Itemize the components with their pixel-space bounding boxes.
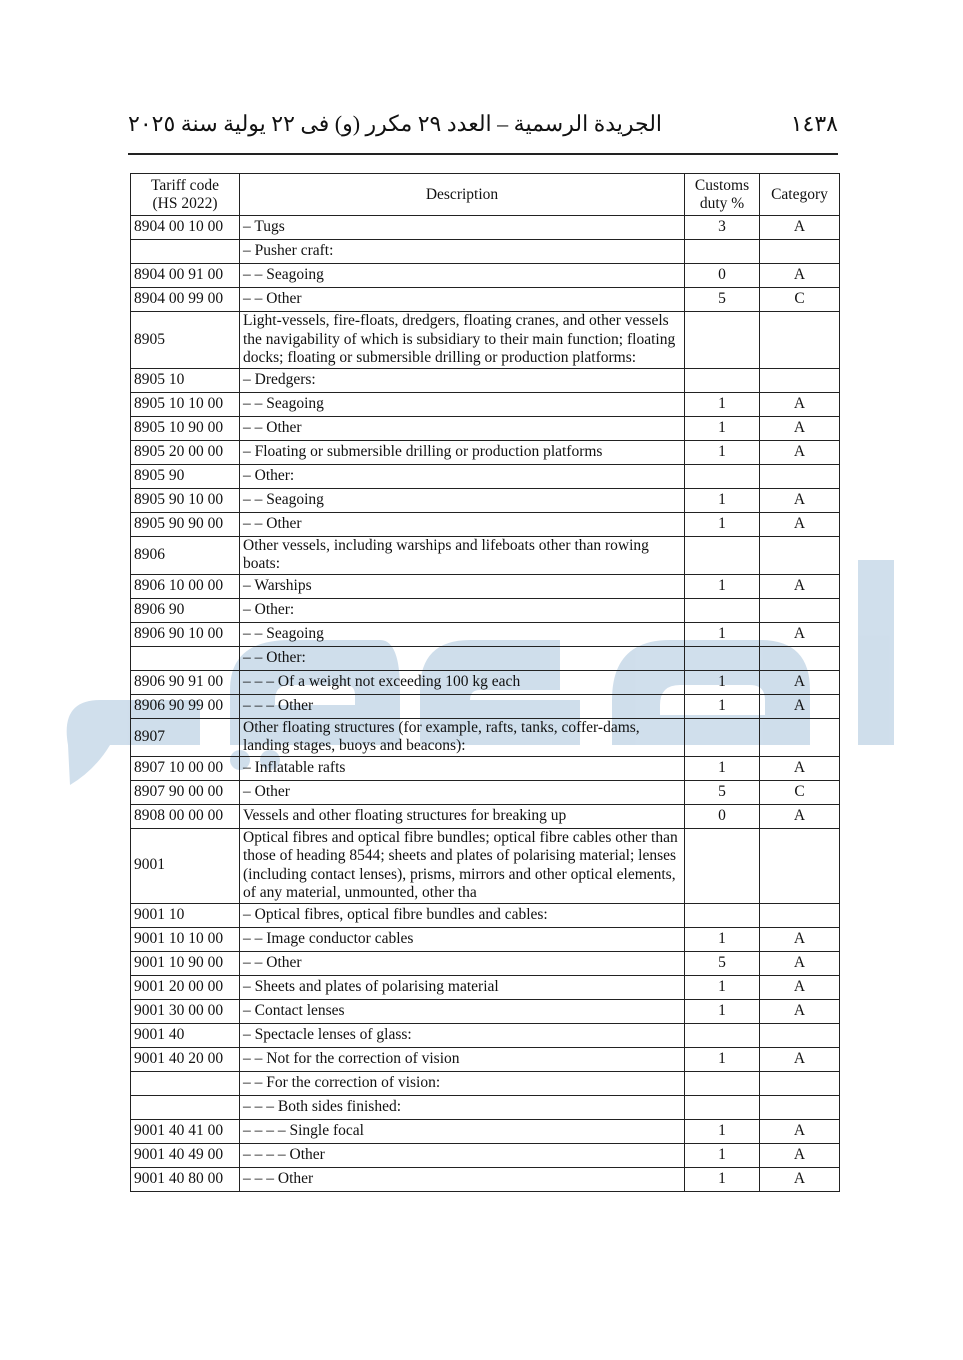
description-cell: – Spectacle lenses of glass: bbox=[240, 1023, 685, 1047]
duty-cell: 1 bbox=[685, 512, 760, 536]
tariff-code-cell: 8905 90 90 00 bbox=[131, 512, 240, 536]
table-row bbox=[131, 903, 840, 927]
description-cell: – – – Both sides finished: bbox=[240, 1095, 685, 1119]
description-cell: – – Seagoing bbox=[240, 622, 685, 646]
category-cell: A bbox=[760, 216, 840, 240]
tariff-code-cell: 8906 90 91 00 bbox=[131, 670, 240, 694]
tariff-code-cell: 8905 20 00 00 bbox=[131, 440, 240, 464]
duty-cell: 0 bbox=[685, 264, 760, 288]
tariff-code-cell: 9001 bbox=[131, 828, 240, 903]
description-cell: – – Other bbox=[240, 288, 685, 312]
description-cell: – – Image conductor cables bbox=[240, 927, 685, 951]
category-cell bbox=[760, 1023, 840, 1047]
duty-cell: 1 bbox=[685, 392, 760, 416]
table-row bbox=[131, 416, 840, 440]
category-cell: A bbox=[760, 670, 840, 694]
tariff-code-cell: 8905 10 bbox=[131, 368, 240, 392]
category-cell: A bbox=[760, 694, 840, 718]
tariff-code-cell: 9001 10 10 00 bbox=[131, 927, 240, 951]
category-cell bbox=[760, 536, 840, 574]
table-row bbox=[131, 828, 840, 903]
table-row bbox=[131, 646, 840, 670]
category-cell: A bbox=[760, 927, 840, 951]
tariff-code-cell: 8906 bbox=[131, 536, 240, 574]
duty-cell: 1 bbox=[685, 1119, 760, 1143]
table-row bbox=[131, 975, 840, 999]
duty-cell: 1 bbox=[685, 1167, 760, 1191]
tariff-code-cell: 9001 20 00 00 bbox=[131, 975, 240, 999]
duty-cell: 1 bbox=[685, 694, 760, 718]
duty-cell bbox=[685, 536, 760, 574]
table-row bbox=[131, 464, 840, 488]
duty-cell: 1 bbox=[685, 756, 760, 780]
duty-cell bbox=[685, 1095, 760, 1119]
table-row bbox=[131, 1095, 840, 1119]
tariff-code-cell: 8905 10 90 00 bbox=[131, 416, 240, 440]
category-cell: A bbox=[760, 1047, 840, 1071]
tariff-code-cell: 8907 bbox=[131, 718, 240, 756]
description-cell: – Warships bbox=[240, 574, 685, 598]
duty-cell: 3 bbox=[685, 216, 760, 240]
table-row bbox=[131, 1071, 840, 1095]
description-cell: – – Other bbox=[240, 416, 685, 440]
category-cell: A bbox=[760, 756, 840, 780]
duty-cell: 1 bbox=[685, 670, 760, 694]
category-cell: A bbox=[760, 440, 840, 464]
table-row bbox=[131, 951, 840, 975]
category-cell: A bbox=[760, 392, 840, 416]
description-cell: – – – – Other bbox=[240, 1143, 685, 1167]
table-row bbox=[131, 1023, 840, 1047]
category-cell: A bbox=[760, 488, 840, 512]
duty-cell: 1 bbox=[685, 1143, 760, 1167]
duty-cell: 1 bbox=[685, 488, 760, 512]
duty-cell: 5 bbox=[685, 288, 760, 312]
tariff-code-cell: 8906 90 10 00 bbox=[131, 622, 240, 646]
table-row bbox=[131, 756, 840, 780]
tariff-code-cell: 8905 90 10 00 bbox=[131, 488, 240, 512]
category-cell: A bbox=[760, 1167, 840, 1191]
category-cell: A bbox=[760, 574, 840, 598]
tariff-code-cell: 8907 10 00 00 bbox=[131, 756, 240, 780]
category-cell bbox=[760, 368, 840, 392]
duty-cell bbox=[685, 828, 760, 903]
table-row bbox=[131, 1119, 840, 1143]
table-row bbox=[131, 536, 840, 574]
category-cell: A bbox=[760, 951, 840, 975]
tariff-code-cell bbox=[131, 1095, 240, 1119]
gazette-title: الجريدة الرسمية – العدد ٢٩ مكرر (و) فى ٢٢ يولية سنة ٢٠٢٥ bbox=[128, 111, 663, 136]
duty-cell: 1 bbox=[685, 416, 760, 440]
tariff-code-cell: 8905 10 10 00 bbox=[131, 392, 240, 416]
duty-cell: 1 bbox=[685, 927, 760, 951]
category-cell: C bbox=[760, 780, 840, 804]
category-cell bbox=[760, 1095, 840, 1119]
category-cell bbox=[760, 903, 840, 927]
category-cell: A bbox=[760, 975, 840, 999]
table-body bbox=[131, 216, 840, 1192]
duty-cell bbox=[685, 1023, 760, 1047]
tariff-code-cell: 9001 40 41 00 bbox=[131, 1119, 240, 1143]
description-cell: – – – Other bbox=[240, 694, 685, 718]
description-cell: – – Other bbox=[240, 951, 685, 975]
duty-cell: 1 bbox=[685, 622, 760, 646]
table-row bbox=[131, 440, 840, 464]
header-customs-duty: Customs duty % bbox=[685, 174, 760, 216]
table-row bbox=[131, 804, 840, 828]
description-cell: – – Seagoing bbox=[240, 488, 685, 512]
description-cell: – Dredgers: bbox=[240, 368, 685, 392]
tariff-code-cell bbox=[131, 1071, 240, 1095]
table-row bbox=[131, 264, 840, 288]
tariff-code-cell: 9001 10 90 00 bbox=[131, 951, 240, 975]
description-cell: – Other: bbox=[240, 598, 685, 622]
table-row bbox=[131, 240, 840, 264]
category-cell: C bbox=[760, 288, 840, 312]
description-cell: Vessels and other floating structures for breaking up bbox=[240, 804, 685, 828]
description-cell: Other floating structures (for example, rafts, tanks, coffer-dams, landing stages, buoys and beacons): bbox=[240, 718, 685, 756]
description-cell: Other vessels, including warships and lifeboats other than rowing boats: bbox=[240, 536, 685, 574]
table-row bbox=[131, 488, 840, 512]
description-cell: – Optical fibres, optical fibre bundles and cables: bbox=[240, 903, 685, 927]
table-row bbox=[131, 1047, 840, 1071]
tariff-code-cell: 8904 00 10 00 bbox=[131, 216, 240, 240]
description-cell: – Other: bbox=[240, 464, 685, 488]
tariff-code-cell: 9001 40 49 00 bbox=[131, 1143, 240, 1167]
tariff-code-cell: 9001 40 80 00 bbox=[131, 1167, 240, 1191]
duty-cell bbox=[685, 240, 760, 264]
description-cell: – Sheets and plates of polarising material bbox=[240, 975, 685, 999]
description-cell: – – Not for the correction of vision bbox=[240, 1047, 685, 1071]
duty-cell: 1 bbox=[685, 975, 760, 999]
duty-cell bbox=[685, 718, 760, 756]
duty-cell bbox=[685, 368, 760, 392]
table-row bbox=[131, 598, 840, 622]
category-cell: A bbox=[760, 1119, 840, 1143]
tariff-code-cell: 8904 00 91 00 bbox=[131, 264, 240, 288]
description-cell: – – – – Single focal bbox=[240, 1119, 685, 1143]
table-row bbox=[131, 574, 840, 598]
duty-cell: 0 bbox=[685, 804, 760, 828]
tariff-code-cell: 8904 00 99 00 bbox=[131, 288, 240, 312]
description-cell: – Inflatable rafts bbox=[240, 756, 685, 780]
tariff-code-cell: 8908 00 00 00 bbox=[131, 804, 240, 828]
description-cell: – – Seagoing bbox=[240, 392, 685, 416]
description-cell: – – Other: bbox=[240, 646, 685, 670]
header-description: Description bbox=[240, 174, 685, 216]
description-cell: – – – Other bbox=[240, 1167, 685, 1191]
page-header bbox=[128, 104, 838, 144]
category-cell: A bbox=[760, 416, 840, 440]
category-cell bbox=[760, 312, 840, 369]
description-cell: – Contact lenses bbox=[240, 999, 685, 1023]
page-number: ١٤٣٨ bbox=[790, 111, 838, 136]
tariff-code-cell: 9001 40 20 00 bbox=[131, 1047, 240, 1071]
duty-cell: 1 bbox=[685, 999, 760, 1023]
table-row bbox=[131, 718, 840, 756]
category-cell bbox=[760, 464, 840, 488]
category-cell: A bbox=[760, 264, 840, 288]
duty-cell bbox=[685, 646, 760, 670]
description-cell: – Pusher craft: bbox=[240, 240, 685, 264]
category-cell bbox=[760, 240, 840, 264]
table-row bbox=[131, 694, 840, 718]
table-row bbox=[131, 1167, 840, 1191]
description-cell: – – – Of a weight not exceeding 100 kg each bbox=[240, 670, 685, 694]
duty-cell bbox=[685, 903, 760, 927]
category-cell bbox=[760, 828, 840, 903]
description-cell: – – For the correction of vision: bbox=[240, 1071, 685, 1095]
duty-cell bbox=[685, 1071, 760, 1095]
table-row bbox=[131, 999, 840, 1023]
table-row bbox=[131, 670, 840, 694]
category-cell bbox=[760, 718, 840, 756]
duty-cell: 1 bbox=[685, 440, 760, 464]
tariff-code-cell: 8906 90 bbox=[131, 598, 240, 622]
tariff-code-cell: 8906 90 99 00 bbox=[131, 694, 240, 718]
category-cell: A bbox=[760, 512, 840, 536]
table-row bbox=[131, 1143, 840, 1167]
category-cell bbox=[760, 598, 840, 622]
table-row bbox=[131, 927, 840, 951]
tariff-code-cell: 9001 30 00 00 bbox=[131, 999, 240, 1023]
tariff-code-cell: 9001 40 bbox=[131, 1023, 240, 1047]
category-cell: A bbox=[760, 622, 840, 646]
category-cell: A bbox=[760, 804, 840, 828]
description-cell: – – Other bbox=[240, 512, 685, 536]
header-tariff-code: Tariff code (HS 2022) bbox=[131, 174, 240, 216]
header-category: Category bbox=[760, 174, 840, 216]
header-rule bbox=[128, 153, 838, 155]
tariff-code-cell: 8905 90 bbox=[131, 464, 240, 488]
table-row bbox=[131, 512, 840, 536]
category-cell: A bbox=[760, 1143, 840, 1167]
duty-cell: 1 bbox=[685, 574, 760, 598]
table-row bbox=[131, 368, 840, 392]
description-cell: – Tugs bbox=[240, 216, 685, 240]
category-cell bbox=[760, 1071, 840, 1095]
duty-cell bbox=[685, 598, 760, 622]
table-row bbox=[131, 622, 840, 646]
table-row bbox=[131, 312, 840, 369]
tariff-code-cell bbox=[131, 240, 240, 264]
description-cell: – Floating or submersible drilling or production platforms bbox=[240, 440, 685, 464]
tariff-code-cell: 8905 bbox=[131, 312, 240, 369]
tariff-code-cell: 8907 90 00 00 bbox=[131, 780, 240, 804]
duty-cell bbox=[685, 312, 760, 369]
table-header-row bbox=[131, 174, 840, 216]
description-cell: – – Seagoing bbox=[240, 264, 685, 288]
table-row bbox=[131, 288, 840, 312]
table-row bbox=[131, 216, 840, 240]
tariff-code-cell: 9001 10 bbox=[131, 903, 240, 927]
description-cell: – Other bbox=[240, 780, 685, 804]
description-cell: Light-vessels, fire-floats, dredgers, floating cranes, and other vessels the navigability of which is subsidiary to their main function; floating docks; floating or submersible drilling or production platforms: bbox=[240, 312, 685, 369]
duty-cell: 1 bbox=[685, 1047, 760, 1071]
tariff-table bbox=[130, 173, 840, 1192]
category-cell: A bbox=[760, 999, 840, 1023]
duty-cell: 5 bbox=[685, 780, 760, 804]
table-row bbox=[131, 392, 840, 416]
duty-cell: 5 bbox=[685, 951, 760, 975]
table-row bbox=[131, 780, 840, 804]
description-cell: Optical fibres and optical fibre bundles; optical fibre cables other than those of heading 8544; sheets and plates of polarising material; lenses (including contact lenses), prisms, mirrors and other optical elements, of any material, unmounted, other tha bbox=[240, 828, 685, 903]
tariff-code-cell: 8906 10 00 00 bbox=[131, 574, 240, 598]
tariff-code-cell bbox=[131, 646, 240, 670]
duty-cell bbox=[685, 464, 760, 488]
category-cell bbox=[760, 646, 840, 670]
